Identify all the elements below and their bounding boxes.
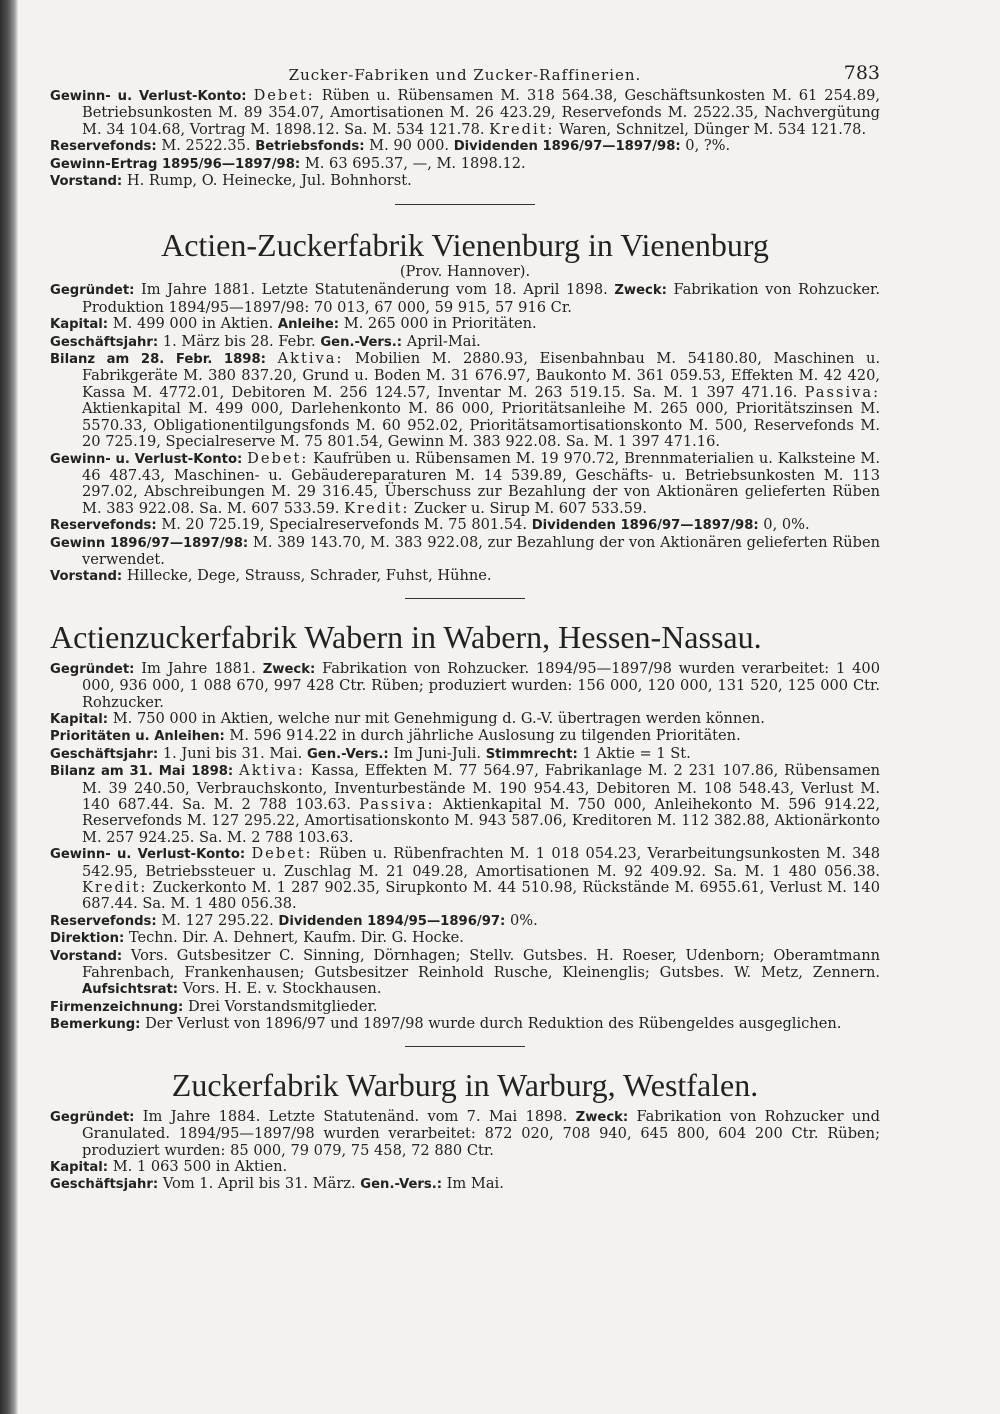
- entry-text: M. 389 143.70, M. 383 922.08, zur Bezahlung der von Aktionären gelieferten Rüben verwendet.: [82, 533, 880, 568]
- section-divider: [395, 204, 535, 205]
- entry-text: M. 265 000 in Prioritäten.: [343, 315, 537, 333]
- entry-label: Reservefonds:: [50, 139, 157, 155]
- entry-text: Zucker u. Sirup M. 607 533.59.: [414, 499, 647, 517]
- entry-label: Anleihe:: [277, 317, 340, 333]
- geschaeftsjahr-entry: [50, 1176, 880, 1193]
- entry-text: M. 750 000 in Aktien, welche nur mit Genehmigung d. G.-V. übertragen werden können.: [112, 709, 765, 727]
- entry-label: Kapital:: [50, 1159, 109, 1175]
- debet-label: Debet:: [247, 449, 309, 467]
- prioritaeten-entry: [50, 728, 880, 745]
- entry-label: Gewinn- u. Verlust-Konto:: [50, 847, 246, 863]
- debet-label: Debet:: [253, 87, 315, 104]
- entry-text: M. 499 000 in Aktien.: [112, 315, 274, 333]
- company-warburg: [50, 1067, 880, 1194]
- entry-text: M. 1 063 500 in Aktien.: [112, 1157, 288, 1175]
- entry-label: Kapital:: [50, 711, 109, 727]
- reservefonds-entry: [50, 913, 880, 930]
- entry-text: Rüben u. Rübenfrachten M. 1 018 054.23, Verarbeitungsunkosten M. 348 542.95, Betriebssteuer u. Zuschlag M. 21 049.28, Amortisationen M. 92 409.92. Sa. M. 1 480 056.38.: [82, 845, 881, 880]
- section-divider: [405, 598, 525, 599]
- company-title: Actien-Zuckerfabrik Vienenburg in Vienenburg: [161, 227, 769, 264]
- entry-text: Vors. Gutsbesitzer C. Sinning, Dörnhagen; Stellv. Gutsbes. H. Roeser, Udenborn; Oberamtmann Fahrenbach, Frankenhausen; Gutsbesitzer Reinhold Rusche, Kleinenglis; Gutsbes. W. Metz, Zennern.: [82, 946, 881, 982]
- entry-text: Kaufrüben u. Rübensamen M. 19 970.72, Brennmaterialien u. Kalksteine M. 46 487.43, Maschinen- u. Gebäudereparaturen M. 14 539.89, Geschäfts- u. Betriebsunkosten M. 113 297.02, Abschreibungen M. 29 316.45, Überschuss zur Bezahlung der von Aktionären gelieferten Rüben M. 383 922.08. Sa. M. 607 533.59.: [82, 449, 881, 517]
- gewinn-verlust-entry: [50, 88, 880, 138]
- bilanz-entry: [50, 763, 880, 846]
- entry-text: April-Mai.: [406, 332, 481, 350]
- entry-label: Firmenzeichnung:: [50, 999, 184, 1015]
- entry-text: Vom 1. April bis 31. März.: [162, 1175, 356, 1193]
- bemerkung-entry: [50, 1016, 880, 1033]
- entry-label: Bemerkung:: [50, 1017, 141, 1033]
- entry-label: Bilanz am 31. Mai 1898:: [50, 764, 234, 780]
- company-vienenburg: [50, 227, 880, 585]
- entry-label: Geschäftsjahr:: [50, 334, 159, 350]
- entry-label: Dividenden 1894/95—1896/97:: [278, 913, 506, 929]
- entry-text: Techn. Dir. A. Dehnert, Kaufm. Dir. G. Hocke.: [128, 929, 464, 947]
- company-title: Zuckerfabrik Warburg in Warburg, Westfalen.: [171, 1066, 759, 1103]
- entry-label: Reservefonds:: [50, 913, 157, 929]
- entry-text: Im Jahre 1884. Letzte Statutenänd. vom 7. Mai 1898.: [142, 1107, 568, 1125]
- entry-text: Im Mai.: [446, 1175, 504, 1193]
- entry-text: Aktienkapital M. 750 000, Anleihekonto M. 596 914.22, Reservefonds M. 127 295.22, Amortisationskonto M. 943 587.06, Kreditoren M. 112 382.88, Aktionärkonto M. 257 924.25. Sa. M. 2 788 103.63.: [82, 796, 881, 846]
- entry-label: Betriebsfonds:: [255, 139, 365, 155]
- entry-label: Reservefonds:: [50, 518, 157, 534]
- passiva-label: Passiva:: [804, 383, 880, 401]
- entry-text: 0, ?%.: [685, 137, 731, 155]
- page: [50, 60, 880, 1194]
- debet-label: Debet:: [251, 845, 313, 863]
- vorstand-entry: [50, 568, 880, 585]
- entry-text: Hillecke, Dege, Strauss, Schrader, Fuhst, Hühne.: [126, 567, 492, 585]
- entry-label: Gewinn-Ertrag 1895/96—1897/98:: [50, 156, 301, 172]
- vorstand-entry: [50, 173, 880, 190]
- entry-text: Fabrikation von Rohzucker und Granulated. 1894/95—1897/98 wurden verarbeitet: 872 020, 708 940, 645 800, 604 200 Ctr. Rüben; produziert wurden: 85 000, 79 079, 75 458, 72 880 Ctr.: [82, 1107, 881, 1159]
- running-title: Zucker-Fabriken und Zucker-Raffinerien.: [288, 66, 642, 84]
- geschaeftsjahr-entry: [50, 334, 880, 351]
- kredit-label: Kredit:: [489, 120, 555, 138]
- company-wabern: [50, 619, 880, 1034]
- entry-text: Im Juni-Juli.: [393, 744, 482, 762]
- entry-label: Bilanz am 28. Febr. 1898:: [50, 352, 266, 368]
- entry-text: Der Verlust von 1896/97 und 1897/98 wurde durch Reduktion des Rübengeldes ausgeglichen.: [145, 1015, 842, 1033]
- entry-text: Rüben u. Rübensamen M. 318 564.38, Geschäftsunkosten M. 61 254.89, Betriebsunkosten M. 89 354.07, Amortisationen M. 26 423.29, Reservefonds M. 2522.35, Nachvergütung M. 34 104.68, Vortrag M. 1898.12. Sa. M. 534 121.78.: [82, 87, 881, 138]
- entry-label: Stimmrecht:: [485, 746, 578, 762]
- entry-text: M. 90 000.: [369, 137, 450, 155]
- entry-text: M. 20 725.19, Specialreservefonds M. 75 801.54.: [161, 516, 528, 534]
- entry-label: Gen.-Vers.:: [320, 334, 403, 350]
- entry-label: Zweck:: [575, 1109, 629, 1125]
- entry-label: Gegründet:: [50, 1109, 135, 1125]
- entry-text: Mobilien M. 2880.93, Eisenbahnbau M. 54180.80, Maschinen u. Fabrikgeräte M. 380 837.20, Grund u. Boden M. 31 676.97, Baukonto M. 361 059.53, Effekten M. 42 420, Kassa M. 4772.01, Debitoren M. 256 124.57, Inventar M. 263 519.15. Sa. M. 1 397 471.16.: [82, 350, 881, 401]
- entry-text: Drei Vorstandsmitglieder.: [187, 997, 378, 1015]
- kapital-entry: [50, 316, 880, 333]
- entry-label: Zweck:: [614, 283, 667, 299]
- reservefonds-entry: [50, 517, 880, 534]
- entry-text: Fabrikation von Rohzucker. Produktion 1894/95—1897/98: 70 013, 67 000, 59 915, 57 916 Cr.: [82, 281, 881, 316]
- aktiva-label: Aktiva:: [239, 762, 305, 780]
- kredit-label: Kredit:: [344, 499, 410, 517]
- entry-label: Gegründet:: [50, 283, 135, 299]
- passiva-label: Passiva:: [359, 796, 435, 813]
- page-number: 783: [843, 62, 880, 84]
- firmenzeichnung-entry: [50, 999, 880, 1016]
- gegruendet-entry: [50, 661, 880, 711]
- entry-text: M. 596 914.22 in durch jährliche Auslosung zu tilgenden Prioritäten.: [229, 727, 741, 745]
- gewinn-ertrag-entry: [50, 156, 880, 173]
- entry-label: Dividenden 1896/97—1897/98:: [453, 139, 681, 155]
- direktion-entry: [50, 930, 880, 947]
- entry-text: Zuckerkonto M. 1 287 902.35, Sirupkonto M. 44 510.98, Rückstände M. 6955.61, Verlust M. 140 687.44. Sa. M. 1 480 056.38.: [82, 879, 880, 913]
- entry-label: Vorstand:: [50, 948, 123, 964]
- entry-text: 1 Aktie = 1 St.: [582, 744, 691, 762]
- kredit-label: Kredit:: [82, 879, 148, 897]
- kapital-entry: [50, 1159, 880, 1176]
- entry-label: Prioritäten u. Anleihen:: [50, 729, 225, 745]
- gewinn-entry: [50, 535, 880, 569]
- entry-label: Aufsichtsrat:: [82, 982, 179, 998]
- entry-text: Im Jahre 1881. Letzte Statutenänderung vom 18. April 1898.: [141, 281, 608, 299]
- entry-text: M. 127 295.22.: [161, 911, 274, 929]
- entry-text: M. 2522.35.: [161, 137, 251, 155]
- entry-text: Fabrikation von Rohzucker. 1894/95—1897/98 wurden verarbeitet: 1 400 000, 936 000, 1 088 670, 997 428 Ctr. Rüben; produziert wurden: 156 000, 120 000, 131 520, 125 000 Ctr. Rohzucker.: [82, 659, 880, 711]
- company-subtitle: (Prov. Hannover).: [399, 263, 531, 281]
- entry-label: Gen.-Vers.:: [360, 1177, 443, 1193]
- entry-text: Waren, Schnitzel, Dünger M. 534 121.78.: [559, 120, 867, 138]
- entry-text: 0%.: [509, 911, 538, 929]
- book-binding-shadow: [0, 0, 18, 1414]
- vorstand-entry: [50, 948, 880, 999]
- entry-label: Gegründet:: [50, 661, 135, 677]
- gewinn-verlust-entry: [50, 846, 880, 913]
- entry-label: Gewinn 1896/97—1897/98:: [50, 535, 249, 551]
- entry-label: Gewinn- u. Verlust-Konto:: [50, 89, 247, 104]
- entry-text: Kassa, Effekten M. 77 564.97, Fabrikanlage M. 2 231 107.86, Rübensamen M. 39 240.50, Verbrauchskonto, Inventurbestände M. 190 954.43, Debitoren M. 108 548.43, Verlust M. 140 687.44. Sa. M. 2 788 103.63.: [82, 762, 881, 813]
- reservefonds-entry: [50, 138, 880, 155]
- entry-text: 0, 0%.: [763, 516, 810, 534]
- entry-text: Vors. H. E. v. Stockhausen.: [182, 980, 382, 998]
- entry-label: Direktion:: [50, 931, 125, 947]
- entry-text: Aktienkapital M. 499 000, Darlehenkonto M. 86 000, Prioritätsanleihe M. 265 000, Prioritätszinsen M. 5570.33, Obligationentilgungsfonds M. 60 952.02, Prioritätsamortisationskonto M. 500, Reservefonds M. 20 725.19, Specialreserve M. 75 801.54, Gewinn M. 383 922.08. Sa. M. 1 397 471.16.: [82, 400, 880, 451]
- gewinn-verlust-entry: [50, 451, 880, 518]
- entry-text: 1. März bis 28. Febr.: [162, 332, 316, 350]
- entry-text: M. 63 695.37, —, M. 1898.12.: [304, 154, 526, 172]
- entry-text: 1. Juni bis 31. Mai.: [162, 744, 303, 762]
- company-title: Actienzuckerfabrik Wabern in Wabern, Hessen-Nassau.: [50, 618, 762, 655]
- section-divider: [405, 1046, 525, 1047]
- entry-label: Geschäftsjahr:: [50, 1177, 159, 1193]
- entry-text: H. Rump, O. Heinecke, Jul. Bohnhorst.: [126, 172, 412, 190]
- entry-label: Geschäftsjahr:: [50, 746, 159, 762]
- entry-label: Kapital:: [50, 317, 109, 333]
- entry-text: Im Jahre 1881.: [141, 659, 256, 677]
- entry-label: Dividenden 1896/97—1897/98:: [531, 518, 759, 534]
- entry-label: Vorstand:: [50, 569, 123, 585]
- geschaeftsjahr-entry: [50, 746, 880, 763]
- entry-label: Gewinn- u. Verlust-Konto:: [50, 451, 243, 467]
- aktiva-label: Aktiva:: [277, 350, 344, 368]
- entry-label: Gen.-Vers.:: [306, 746, 389, 762]
- gegruendet-entry: [50, 282, 880, 316]
- kapital-entry: [50, 711, 880, 728]
- gegruendet-entry: [50, 1109, 880, 1159]
- entry-label: Zweck:: [262, 661, 316, 677]
- running-header: [50, 60, 880, 88]
- bilanz-entry: [50, 351, 880, 450]
- previous-company-section: [50, 88, 880, 190]
- entry-label: Vorstand:: [50, 174, 123, 190]
